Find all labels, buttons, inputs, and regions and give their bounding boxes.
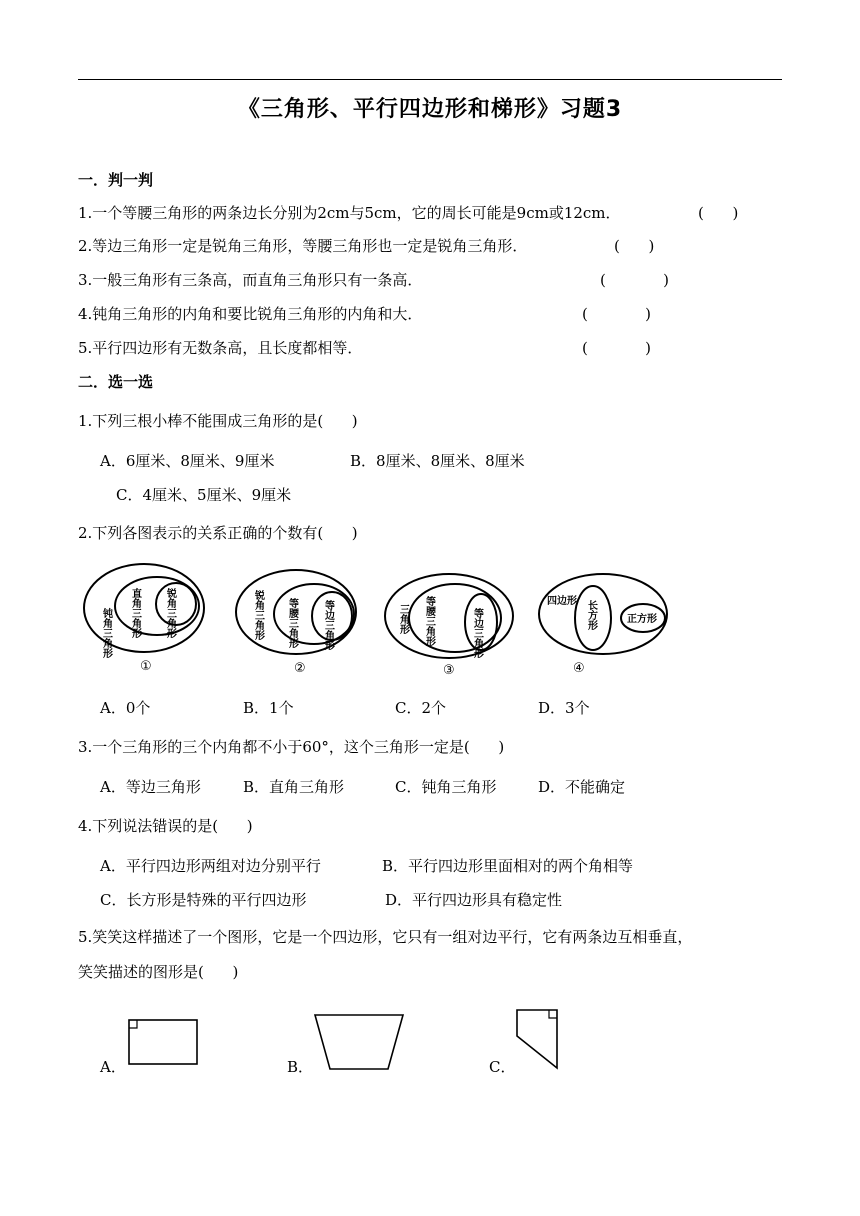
venn4-inner-label: 正方形: [627, 614, 657, 625]
judge-item-1: 1.一个等腰三角形的两条边长分别为2cm与5cm，它的周长可能是9cm或12cm．: [78, 204, 621, 222]
venn3-mid-label: 等腰三角形: [423, 596, 435, 646]
q5-option-a[interactable]: A．: [100, 1058, 126, 1076]
q3-option-c[interactable]: C．钝角三角形: [395, 778, 497, 796]
judge-item-2: 2.等边三角形一定是锐角三角形，等腰三角形也一定是锐角三角形．: [78, 237, 528, 255]
q4-option-c[interactable]: C．长方形是特殊的平行四边形: [100, 891, 307, 909]
venn-diagram-1: [80, 560, 215, 680]
question-2-stem: 2.下列各图表示的关系正确的个数有( ): [78, 524, 358, 542]
venn2-inner-label: 等边三角形: [322, 600, 334, 650]
question-5-stem-line1: 5.笑笑这样描述了一个图形，它是一个四边形，它只有一组对边平行，它有两条边互相垂直，: [78, 928, 693, 946]
header-rule: [78, 79, 782, 80]
venn3-inner-label: 等边三角形: [471, 608, 483, 658]
q2-option-c[interactable]: C．2个: [395, 699, 447, 717]
venn-diagram-4: [535, 560, 675, 680]
judge-item-4: 4.钝角三角形的内角和要比锐角三角形的内角和大．: [78, 305, 423, 323]
judge-answer-bracket-4[interactable]: ( ): [582, 305, 651, 323]
q1-option-c[interactable]: C．4厘米、5厘米、9厘米: [116, 486, 292, 504]
q4-option-a[interactable]: A．平行四边形两组对边分别平行: [100, 857, 321, 875]
venn-diagram-2: [232, 560, 367, 680]
q3-option-b[interactable]: B．直角三角形: [243, 778, 345, 796]
venn4-outer-label: 四边形: [547, 596, 577, 607]
judge-item-3: 3.一般三角形有三条高，而直角三角形只有一条高．: [78, 271, 423, 289]
venn4-mid-label: 长方形: [585, 600, 597, 630]
venn4-number: ④: [573, 661, 585, 676]
q2-option-b[interactable]: B．1个: [243, 699, 294, 717]
venn2-number: ②: [294, 661, 306, 676]
q4-option-d[interactable]: D．平行四边形具有稳定性: [385, 891, 563, 909]
judge-answer-bracket-2[interactable]: ( ): [614, 237, 655, 255]
section-heading-choose: 二．选一选: [78, 373, 154, 391]
judge-answer-bracket-3[interactable]: ( ): [600, 271, 669, 289]
venn3-outer-label: 三角形: [397, 604, 409, 634]
q2-option-a[interactable]: A．0个: [100, 699, 151, 717]
venn1-mid-label: 直角三角形: [129, 588, 141, 638]
venn2-mid-label: 等腰三角形: [286, 598, 298, 648]
q3-option-a[interactable]: A．等边三角形: [100, 778, 201, 796]
page-title: 《三角形、平行四边形和梯形》习题3: [237, 97, 623, 122]
q1-option-b[interactable]: B．8厘米、8厘米、8厘米: [350, 452, 525, 470]
venn1-outer-label: 钝角三角形: [100, 608, 112, 658]
venn1-inner-label: 锐角三角形: [164, 588, 176, 638]
question-4-stem: 4.下列说法错误的是( ): [78, 817, 253, 835]
rectangle-figure: [124, 1014, 202, 1070]
venn3-number: ③: [443, 663, 455, 678]
q5-option-c[interactable]: C．: [489, 1058, 516, 1076]
question-5-stem-line2: 笑笑描述的图形是( ): [78, 963, 239, 981]
q1-option-a[interactable]: A．6厘米、8厘米、9厘米: [100, 452, 275, 470]
q4-option-b[interactable]: B．平行四边形里面相对的两个角相等: [382, 857, 634, 875]
judge-item-5: 5.平行四边形有无数条高，且长度都相等．: [78, 339, 363, 357]
q3-option-d[interactable]: D．不能确定: [538, 778, 626, 796]
question-1-stem: 1.下列三根小棒不能围成三角形的是( ): [78, 412, 358, 430]
trapezoid-figure: [312, 1010, 408, 1074]
q5-option-b[interactable]: B．: [287, 1058, 314, 1076]
venn2-outer-label: 锐角三角形: [252, 590, 264, 640]
q2-option-d[interactable]: D．3个: [538, 699, 590, 717]
right-trapezoid-figure: [512, 1006, 564, 1074]
venn-diagram-3: [383, 560, 523, 680]
question-3-stem: 3.一个三角形的三个内角都不小于60°，这个三角形一定是( ): [78, 738, 505, 756]
judge-answer-bracket-5[interactable]: ( ): [582, 339, 651, 357]
judge-answer-bracket-1[interactable]: ( ): [698, 204, 739, 222]
section-heading-judge: 一．判一判: [78, 171, 154, 189]
venn1-number: ①: [140, 659, 152, 674]
